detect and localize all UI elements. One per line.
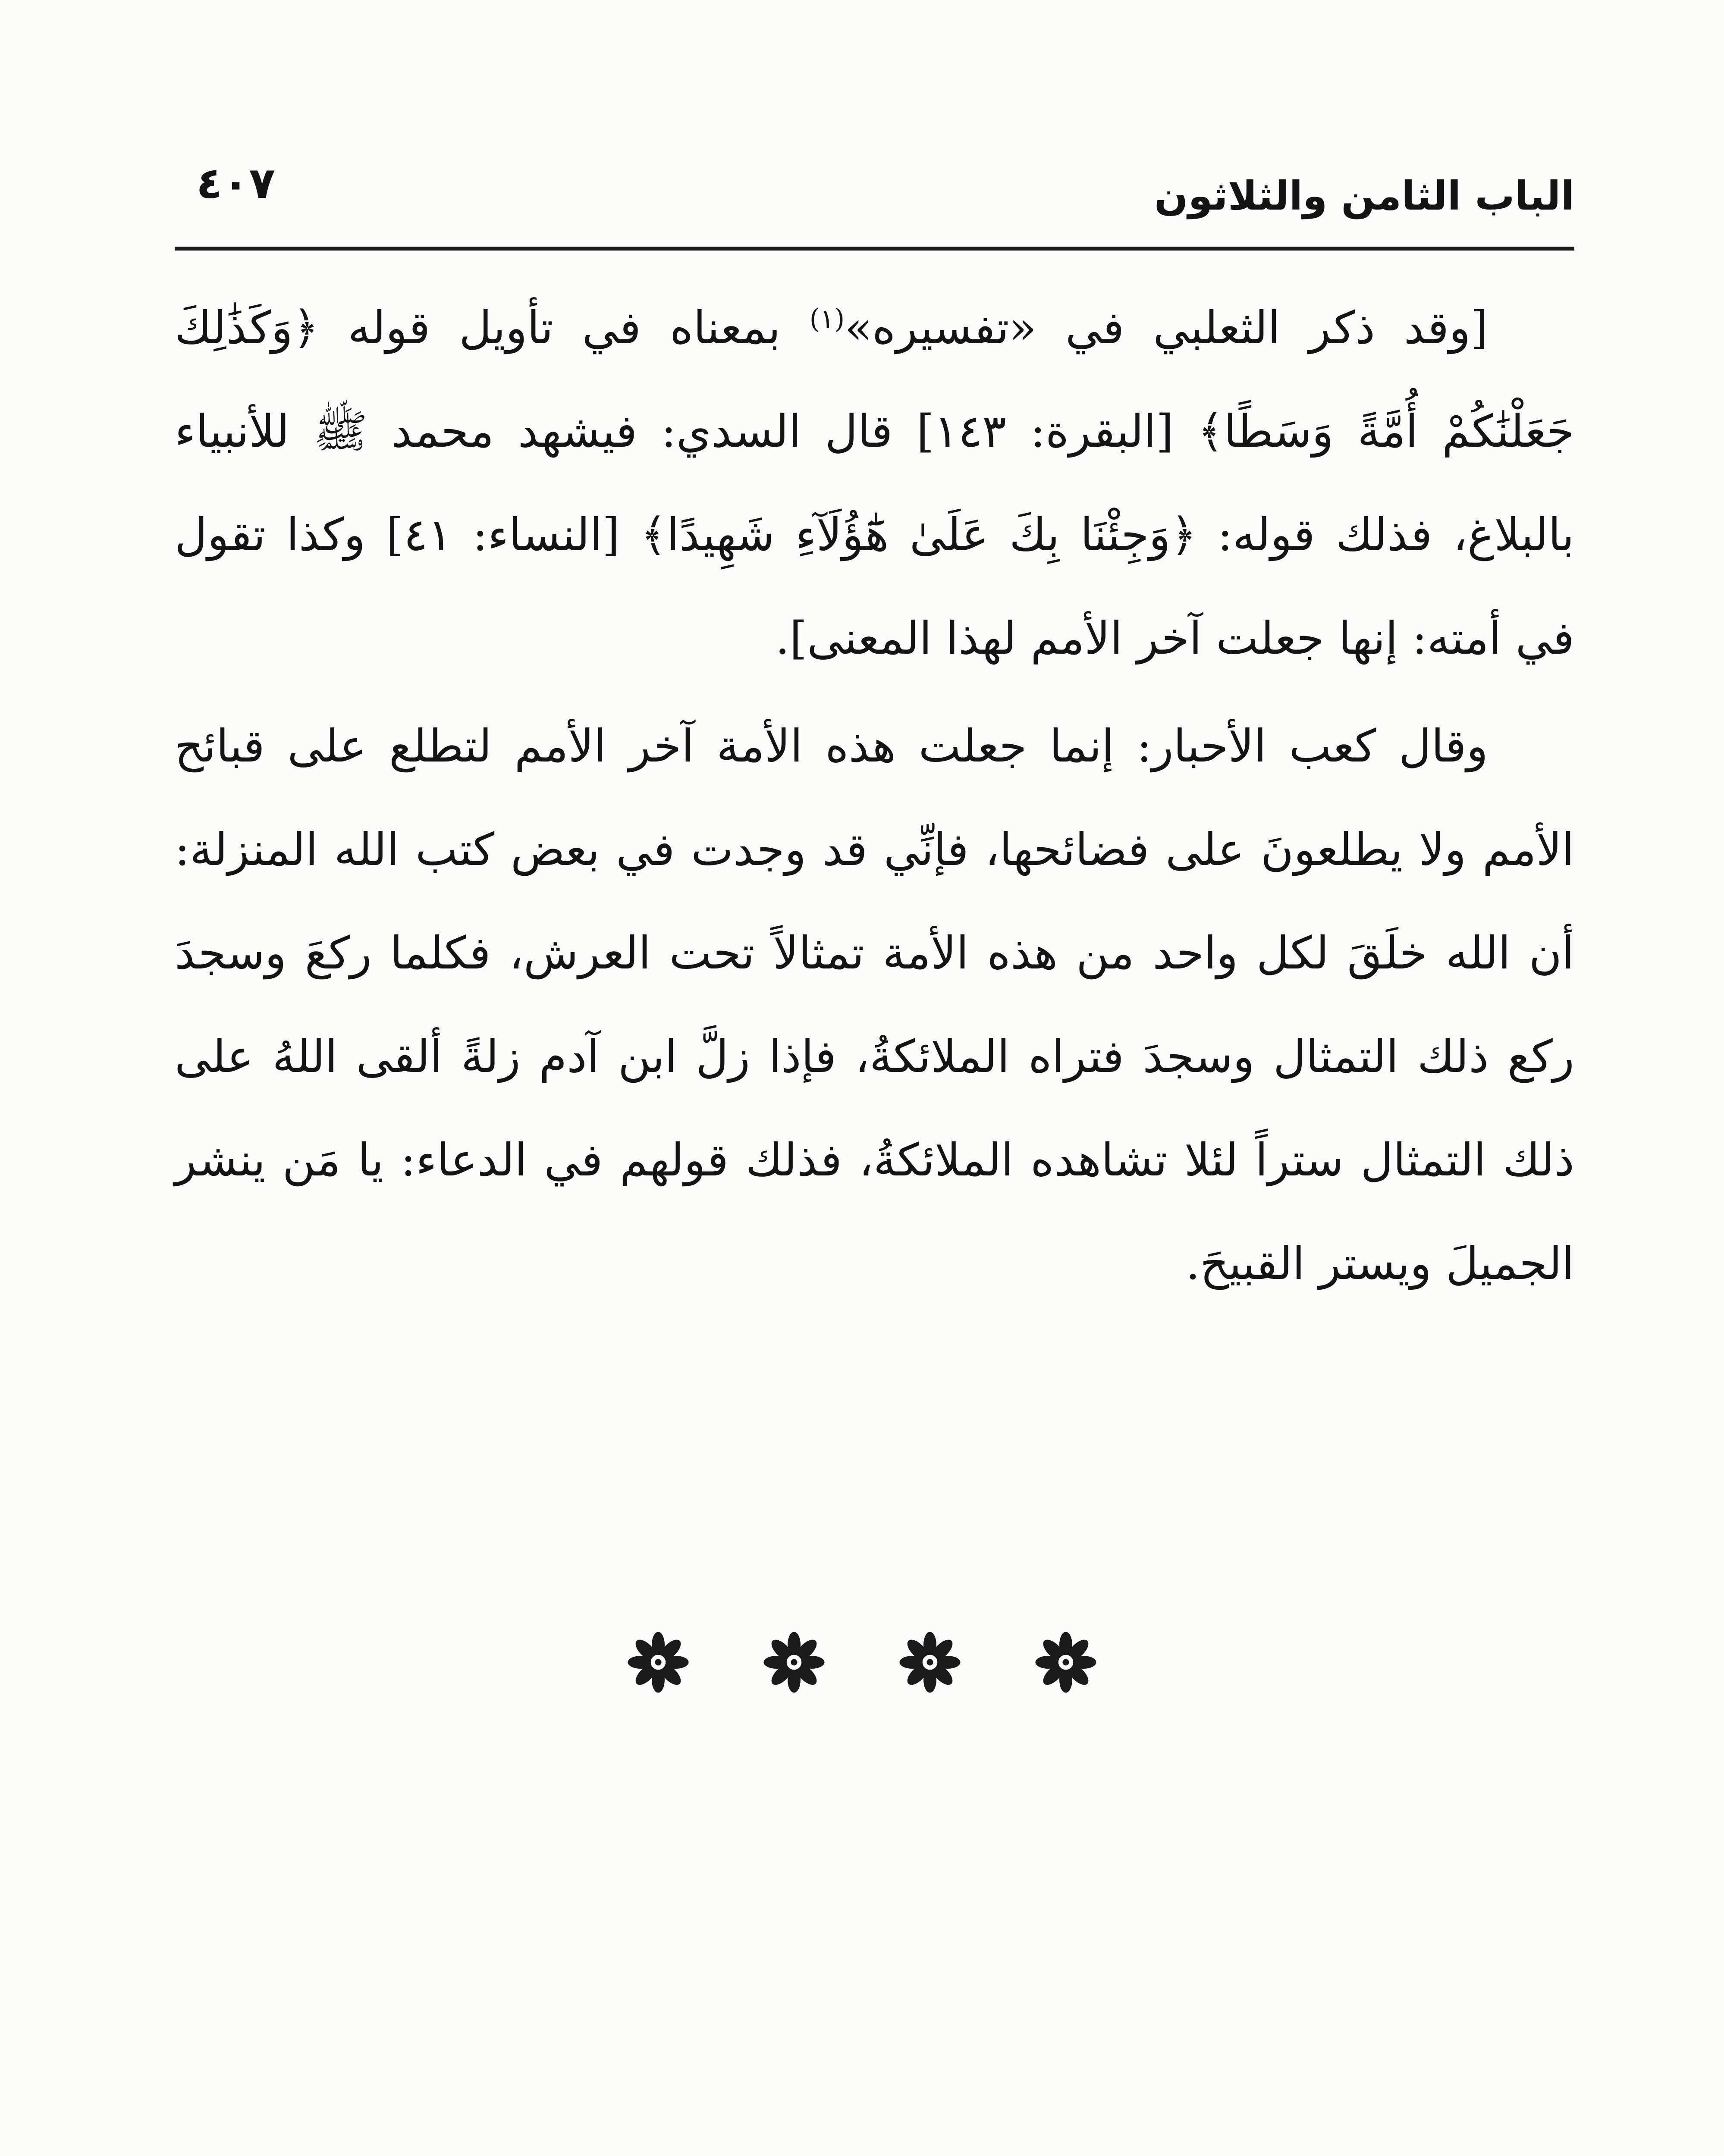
eight-petal-flower-icon bbox=[898, 1630, 962, 1695]
paragraph-1-part-3: [البقرة: ١٤٣] قال السدي: فيشهد محمد ﷺ للأنبياء بالبلاغ، فذلك قوله: bbox=[175, 405, 1574, 561]
chapter-title: الباب الثامن والثلاثون bbox=[1154, 173, 1574, 219]
header-divider bbox=[175, 247, 1574, 251]
paragraph-1-part-1: [وقد ذكر الثعلبي في «تفسيره» bbox=[845, 301, 1488, 354]
eight-petal-flower-icon bbox=[626, 1630, 691, 1695]
footnote-reference: (١) bbox=[809, 303, 845, 335]
section-ornaments bbox=[0, 1630, 1724, 1712]
paragraph-2: وقال كعب الأحبار: إنما جعلت هذه الأمة آخر الأمم لتطلع على قبائح الأمم ولا يطلعونَ على فضائحها، فإنِّي قد وجدت في بعض كتب الله المنزلة: أن الله خلَقَ لكل واحد من هذه الأمة تمثالاً تحت العرش، فكلما ركعَ وسجدَ ركع ذلك التمثال وسجدَ فتراه الملائكةُ، فإذا زلَّ ابن آدم زلةً ألقى اللهُ على ذلك التمثال ستراً لئلا تشاهده الملائكةُ، فذلك قولهم في الدعاء: يا مَن ينشر الجميلَ ويستر القبيحَ. bbox=[175, 720, 1574, 1290]
paragraph-1-part-4: [النساء: ٤١] وكذا تقول في أمته: إنها جعلت آخر الأمم لهذا المعنى]. bbox=[175, 508, 1574, 664]
page-number: ٤٠٧ bbox=[196, 158, 276, 208]
page-header bbox=[175, 142, 1574, 229]
paragraph-1 bbox=[175, 276, 1574, 690]
quran-quote-2: ﴿وَجِئْنَا بِكَ عَلَىٰ هَٰٓؤُلَآءِ شَهِيدًا﴾ bbox=[640, 508, 1197, 561]
main-text bbox=[175, 276, 1574, 1315]
paragraph-1-part-2: بمعناه في تأويل قوله bbox=[319, 301, 810, 354]
eight-petal-flower-icon bbox=[1033, 1630, 1098, 1695]
quran-quote-1: ﴿وَكَذَٰلِكَ جَعَلْنَٰكُمْ أُمَّةً وَسَطًا﴾ bbox=[175, 301, 1574, 458]
eight-petal-flower-icon bbox=[762, 1630, 826, 1695]
